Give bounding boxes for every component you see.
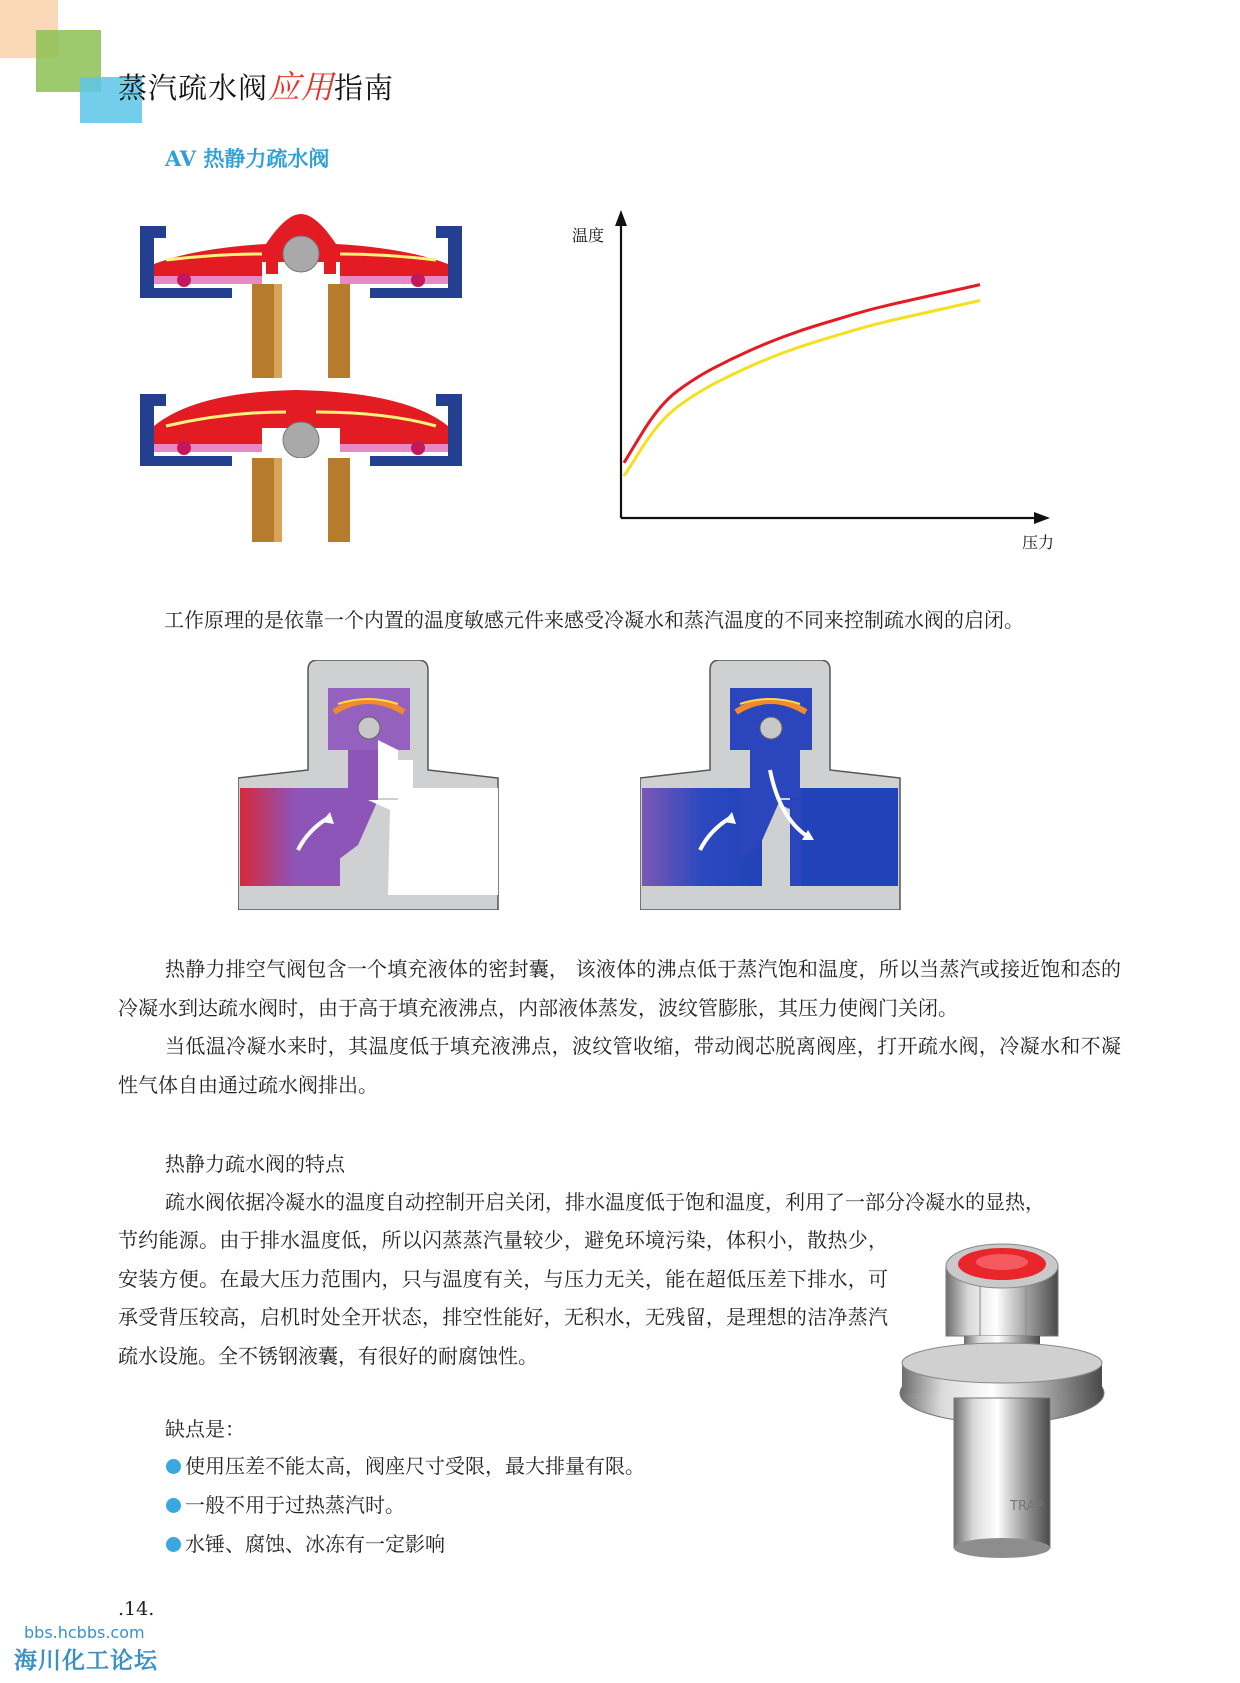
chart-y-arrow [615,210,627,226]
chart-axes [615,210,1050,524]
trap-diagram-bottom [136,382,466,542]
bullet-dot-icon [166,1459,181,1474]
paragraph-2: 当低温冷凝水来时，其温度低于填充液沸点，波纹管收缩，带动阀芯脱离阀座，打开疏水阀，冷凝水和不凝性气体自由通过疏水阀排出。 [118,1034,1121,1097]
features-title: 热静力疏水阀的特点 [165,1152,345,1176]
features-rest: 节约能源。由于排水温度低，所以闪蒸蒸汽量较少，避免环境污染，体积小，散热少，安装方便。在最大压力范围内，只与温度有关，与压力无关，能在超低压差下排水，可承受背压较高，启机时处全开状态，排空性能好，无积水，无残留，是理想的洁净蒸汽疏水设施。全不锈钢液囊，有很好的耐腐蚀性。 [118,1228,888,1368]
cons-item-3-text: 水锤、腐蚀、冰冻有一定影响 [185,1532,445,1556]
header-title-post: 指南 [334,71,395,105]
cons-item-3 [166,1528,445,1557]
trap-body-open-diagram [238,660,528,910]
bullet-dot-icon [166,1537,181,1552]
trap-diagram-top [136,208,466,378]
features-line-1: 疏水阀依据冷凝水的温度自动控制开启关闭，排水温度低于饱和温度，利用了一部分冷凝水的显热， [165,1190,1045,1214]
temperature-pressure-chart [560,210,1060,555]
watermark-url: bbs.hcbbs.com [24,1623,145,1642]
bullet-dot-icon [166,1498,181,1513]
chart-series-group [624,285,980,477]
page-number: .14. [118,1598,155,1620]
section-heading: AV 热静力疏水阀 [165,146,330,171]
chart-series-line-2 [624,301,980,477]
page-header-title [118,62,394,108]
chart-x-label: 压力 [1022,533,1055,552]
cons-item-1 [166,1450,645,1479]
watermark-name: 海川化工论坛 [14,1648,158,1674]
cons-item-2 [166,1489,405,1518]
cons-item-1-text: 使用压差不能太高，阀座尺寸受限，最大排量有限。 [185,1454,645,1478]
cons-item-2-text: 一般不用于过热蒸汽时。 [185,1493,405,1517]
header-title-pre: 蒸汽疏水阀 [118,71,269,105]
chart-y-label: 温度 [572,226,605,245]
steam-trap-product-photo [898,1238,1128,1558]
product-engraving: TRAP [1010,1499,1044,1514]
chart-x-arrow [1034,512,1050,524]
principle-caption: 工作原理的是依靠一个内置的温度敏感元件来感受冷凝水和蒸汽温度的不同来控制疏水阀的启闭。 [164,608,1024,632]
paragraph-1: 热静力排空气阀包含一个填充液体的密封囊， 该液体的沸点低于蒸汽饱和温度，所以当蒸汽或接近饱和态的冷凝水到达疏水阀时，由于高于填充液沸点，内部液体蒸发，波纹管膨胀，其压力使阀门关闭。 [118,957,1121,1020]
cons-title: 缺点是： [165,1417,245,1441]
header-title-cursive: 应用 [268,68,335,106]
trap-body-closed-diagram [640,660,930,910]
